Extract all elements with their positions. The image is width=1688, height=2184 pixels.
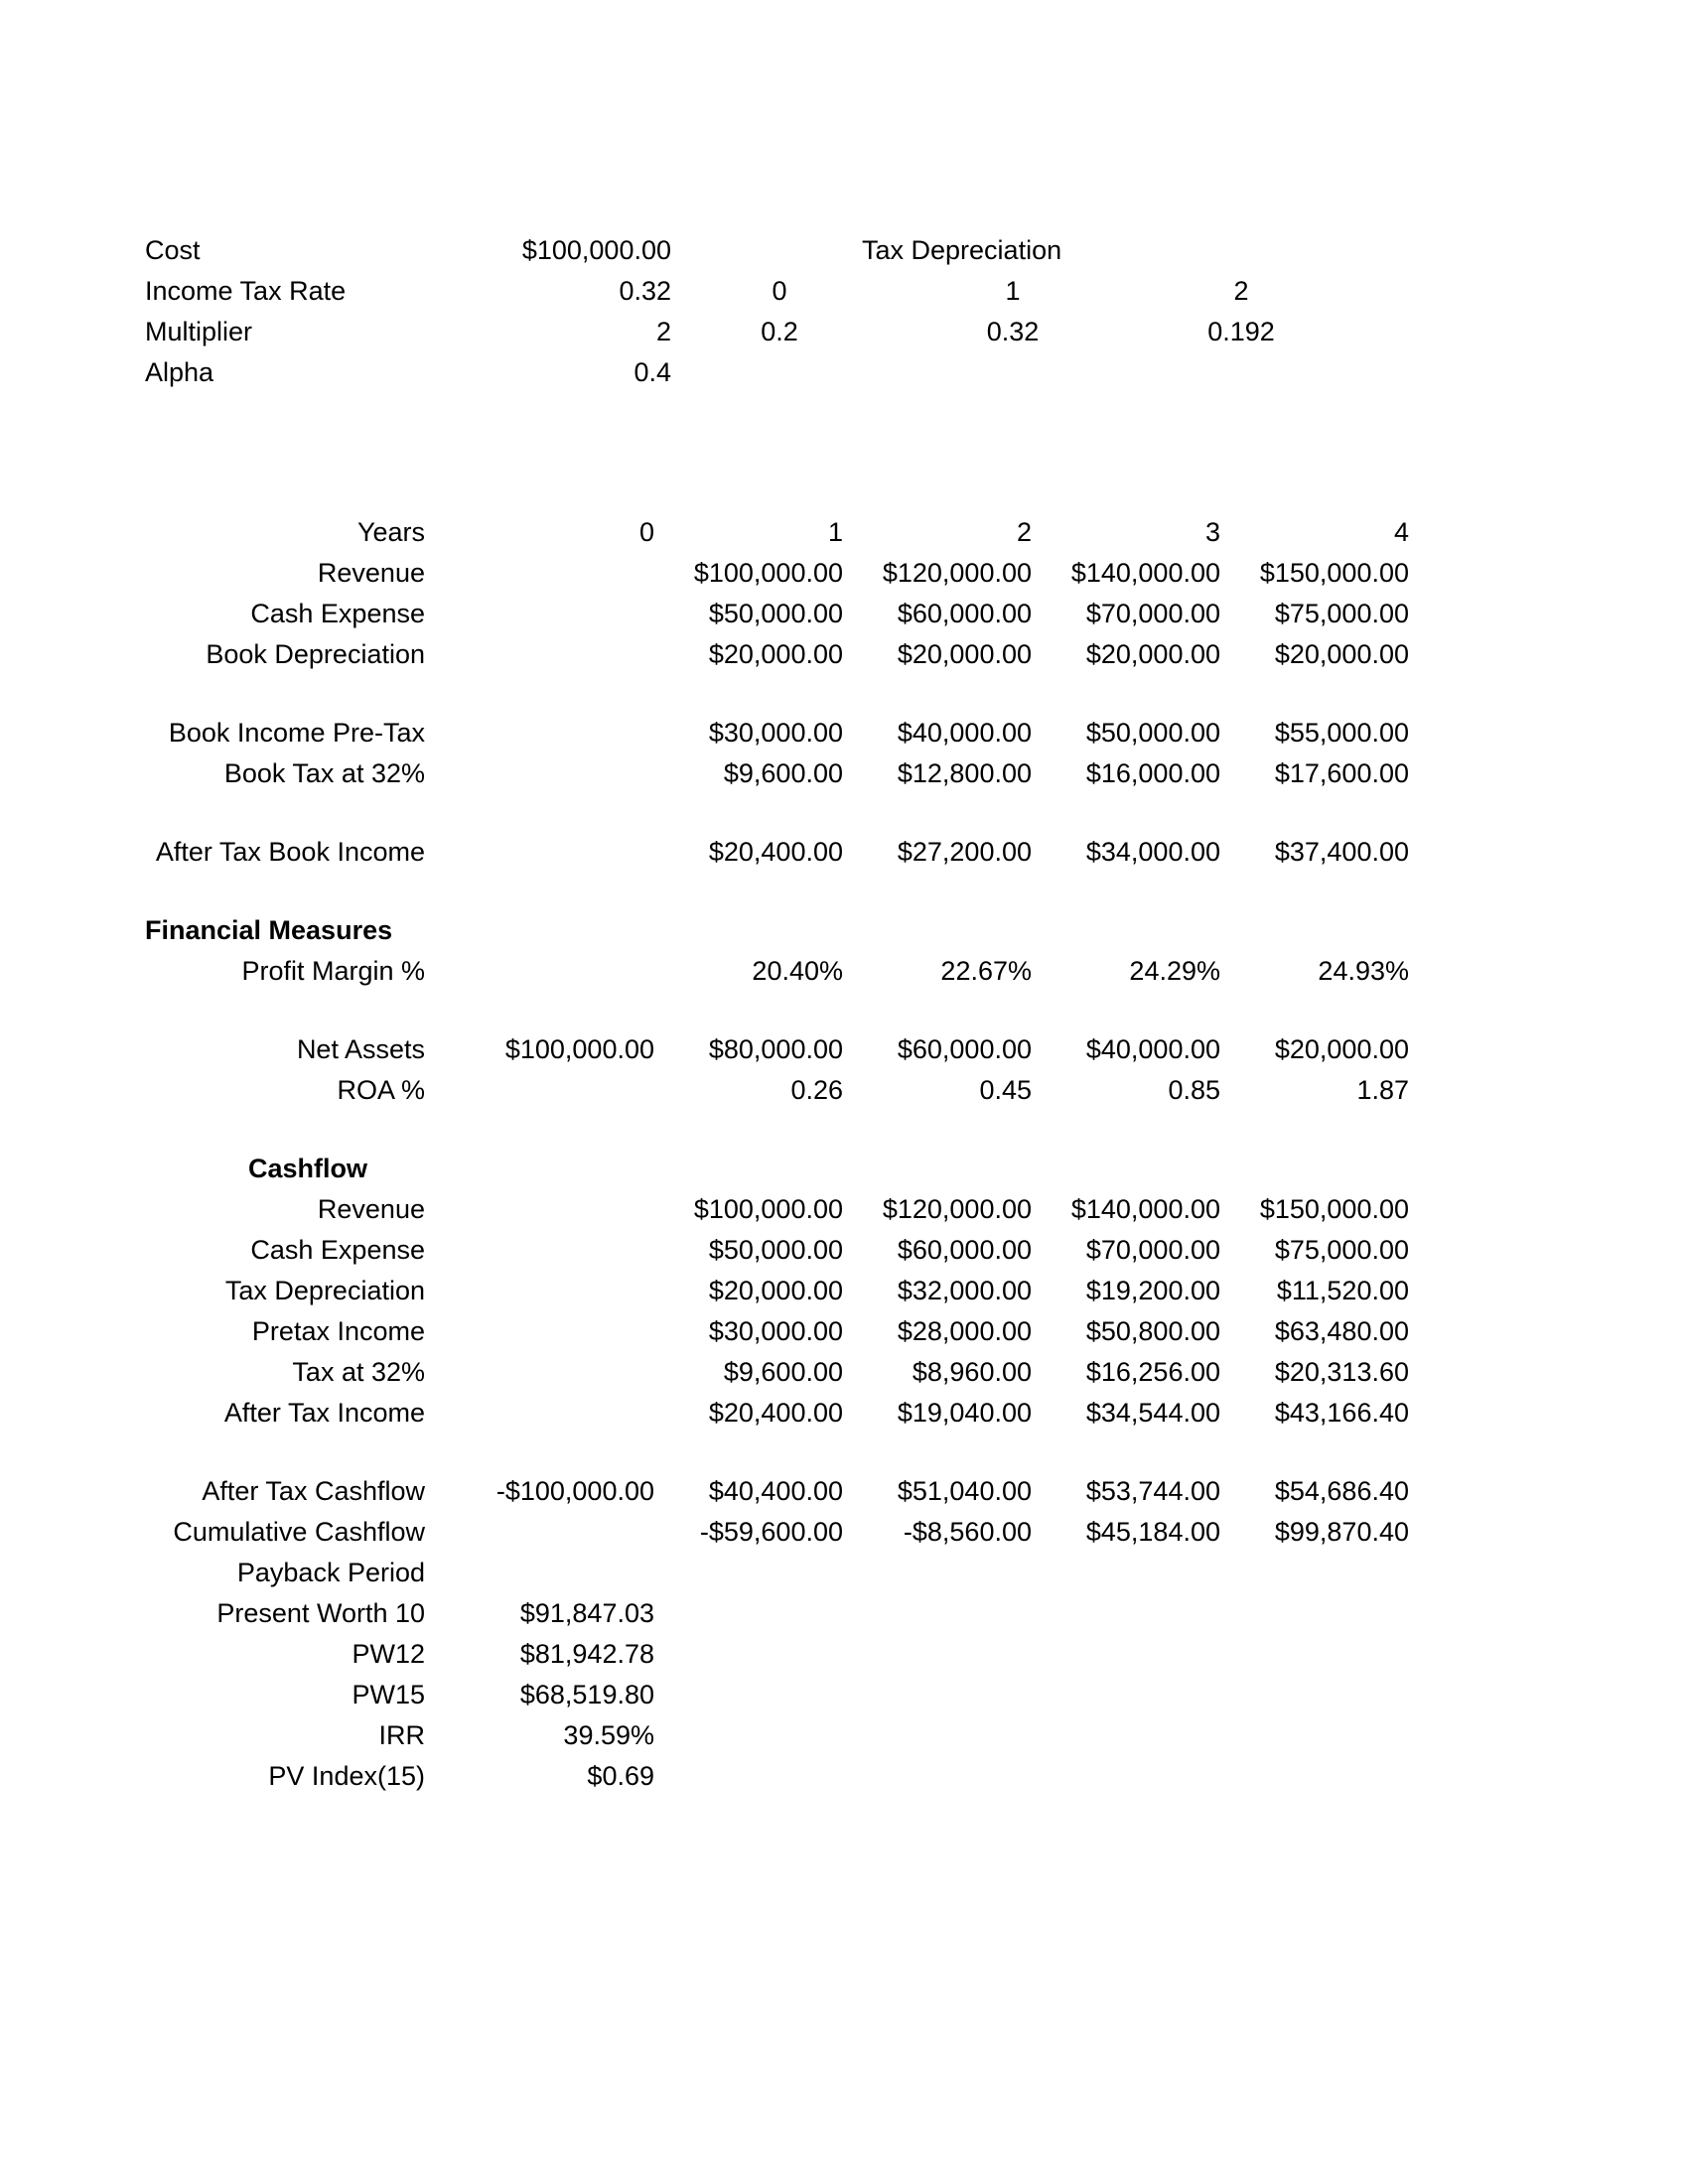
- cell-y3: $34,000.00: [1085, 837, 1220, 867]
- row-label: After Tax Book Income: [155, 837, 425, 867]
- cell-y4: $150,000.00: [1259, 558, 1409, 588]
- cell-y3: $20,000.00: [1085, 639, 1220, 669]
- summary-value-pv-index: $0.69: [587, 1761, 654, 1791]
- summary-value-pw12: $81,942.78: [519, 1639, 654, 1669]
- cell-y4: $20,000.00: [1274, 639, 1409, 669]
- table-row-cumulative-cashflow: [0, 1512, 1688, 1553]
- cell-y2: $20,000.00: [897, 639, 1032, 669]
- summary-value-pw15: $68,519.80: [519, 1680, 654, 1709]
- cell-y2: $8,960.00: [912, 1357, 1032, 1387]
- cell-y1: $20,400.00: [708, 837, 843, 867]
- cell-y4: $20,313.60: [1274, 1357, 1409, 1387]
- cell-y1: 20.40%: [752, 956, 843, 986]
- row-label: Book Depreciation: [206, 639, 425, 669]
- cell-y2: $60,000.00: [897, 599, 1032, 628]
- cell-y3: $16,256.00: [1085, 1357, 1220, 1387]
- table-row-net-assets: [0, 1029, 1688, 1070]
- row-label: Book Income Pre-Tax: [168, 718, 425, 748]
- cell-y3: $70,000.00: [1085, 599, 1220, 628]
- cell-y4: $63,480.00: [1274, 1316, 1409, 1346]
- cell-y0: $100,000.00: [504, 1034, 654, 1064]
- table-row-cashflow-tax-depreciation: [0, 1271, 1688, 1311]
- summary-label-irr: IRR: [378, 1720, 425, 1750]
- row-label: Net Assets: [296, 1034, 425, 1064]
- cell-y1: $30,000.00: [708, 1316, 843, 1346]
- cell-y1: $50,000.00: [708, 1235, 843, 1265]
- cell-y1: $100,000.00: [693, 1194, 843, 1224]
- cell-y4: 1.87: [1356, 1075, 1409, 1105]
- years-header-row: [0, 512, 1688, 553]
- cell-y0: -$100,000.00: [495, 1476, 654, 1506]
- cell-y4: 24.93%: [1318, 956, 1409, 986]
- years-header-1: 1: [827, 517, 843, 547]
- cell-y4: $99,870.40: [1274, 1517, 1409, 1547]
- cell-y2: 0.45: [979, 1075, 1032, 1105]
- row-label: ROA %: [337, 1075, 425, 1105]
- cell-y4: $11,520.00: [1276, 1276, 1409, 1305]
- table-row-cash-expense: [0, 594, 1688, 634]
- cell-y2: 22.67%: [940, 956, 1032, 986]
- table-row-cashflow-cash-expense: [0, 1230, 1688, 1271]
- row-label: Profit Margin %: [241, 956, 425, 986]
- cell-y1: 0.26: [790, 1075, 843, 1105]
- cell-y3: $34,544.00: [1085, 1398, 1220, 1428]
- row-label: Cumulative Cashflow: [173, 1517, 425, 1547]
- tax-depreciation-rate-0: 0.2: [761, 317, 798, 346]
- param-label-income-tax-rate: Income Tax Rate: [145, 276, 347, 306]
- cell-y3: 24.29%: [1129, 956, 1220, 986]
- table-row-book-depreciation: [0, 634, 1688, 675]
- cell-y1: $20,000.00: [708, 1276, 843, 1305]
- cell-y1: $9,600.00: [723, 1357, 843, 1387]
- cell-y4: $55,000.00: [1274, 718, 1409, 748]
- cell-y4: $150,000.00: [1259, 1194, 1409, 1224]
- row-label: After Tax Income: [223, 1398, 425, 1428]
- summary-value-present-worth-10: $91,847.03: [519, 1598, 654, 1628]
- tax-depreciation-period-0: 0: [772, 276, 787, 306]
- summary-label-pw12: PW12: [352, 1639, 425, 1669]
- row-label: After Tax Cashflow: [202, 1476, 425, 1506]
- row-label: Cash Expense: [250, 599, 425, 628]
- cell-y1: $20,000.00: [708, 639, 843, 669]
- cell-y3: $53,744.00: [1085, 1476, 1220, 1506]
- tax-depreciation-rate-1: 0.32: [986, 317, 1040, 346]
- table-row-book-tax: [0, 753, 1688, 794]
- table-row-cashflow-revenue: [0, 1189, 1688, 1230]
- cell-y2: $120,000.00: [882, 558, 1032, 588]
- summary-label-pv-index: PV Index(15): [268, 1761, 425, 1791]
- cell-y2: $120,000.00: [882, 1194, 1032, 1224]
- cell-y4: $37,400.00: [1274, 837, 1409, 867]
- cell-y2: $19,040.00: [897, 1398, 1032, 1428]
- cell-y2: $28,000.00: [897, 1316, 1032, 1346]
- cell-y4: $54,686.40: [1274, 1476, 1409, 1506]
- cell-y3: $45,184.00: [1085, 1517, 1220, 1547]
- summary-label-payback-period: Payback Period: [236, 1558, 425, 1587]
- cell-y1: $80,000.00: [708, 1034, 843, 1064]
- cell-y2: -$8,560.00: [903, 1517, 1032, 1547]
- years-header-0: 0: [638, 517, 654, 547]
- param-label-multiplier: Multiplier: [145, 317, 253, 346]
- row-label: Tax Depreciation: [224, 1276, 425, 1305]
- cell-y4: $43,166.40: [1274, 1398, 1409, 1428]
- param-value-income-tax-rate: 0.32: [619, 276, 671, 306]
- table-row-tax-at-32: [0, 1352, 1688, 1393]
- row-label: Tax at 32%: [292, 1357, 425, 1387]
- cell-y3: $140,000.00: [1070, 1194, 1220, 1224]
- param-value-cost: $100,000.00: [521, 235, 671, 265]
- cell-y2: $40,000.00: [897, 718, 1032, 748]
- summary-label-present-worth-10: Present Worth 10: [216, 1598, 425, 1628]
- cell-y1: $30,000.00: [708, 718, 843, 748]
- tax-depreciation-title: Tax Depreciation: [862, 235, 1062, 265]
- table-row-roa: [0, 1070, 1688, 1111]
- years-header-3: 3: [1204, 517, 1220, 547]
- row-label: Book Tax at 32%: [223, 758, 425, 788]
- years-header-2: 2: [1016, 517, 1032, 547]
- cell-y2: $60,000.00: [897, 1034, 1032, 1064]
- financial-measures-heading-row: [0, 910, 1688, 951]
- row-label: Cash Expense: [250, 1235, 425, 1265]
- cell-y2: $60,000.00: [897, 1235, 1032, 1265]
- cell-y3: $19,200.00: [1085, 1276, 1220, 1305]
- cashflow-heading-row: [0, 1149, 1688, 1189]
- cell-y4: $20,000.00: [1274, 1034, 1409, 1064]
- cell-y3: $50,000.00: [1085, 718, 1220, 748]
- cell-y2: $12,800.00: [897, 758, 1032, 788]
- tax-depreciation-rate-2: 0.192: [1207, 317, 1275, 346]
- param-value-multiplier: 2: [655, 317, 671, 346]
- cell-y3: $40,000.00: [1085, 1034, 1220, 1064]
- financial-measures-title: Financial Measures: [145, 915, 393, 945]
- table-row-revenue: [0, 553, 1688, 594]
- param-label-alpha: Alpha: [145, 357, 214, 387]
- cell-y2: $51,040.00: [897, 1476, 1032, 1506]
- row-label: Revenue: [317, 1194, 425, 1224]
- table-row-pretax-income: [0, 1311, 1688, 1352]
- cell-y4: $17,600.00: [1274, 758, 1409, 788]
- row-label: Pretax Income: [251, 1316, 425, 1346]
- table-row-book-income-pretax: [0, 713, 1688, 753]
- tax-depreciation-period-1: 1: [1005, 276, 1021, 306]
- table-row-profit-margin: [0, 951, 1688, 992]
- years-header-4: 4: [1393, 517, 1409, 547]
- cell-y2: $32,000.00: [897, 1276, 1032, 1305]
- cell-y3: $16,000.00: [1085, 758, 1220, 788]
- cashflow-title: Cashflow: [248, 1154, 368, 1183]
- cell-y2: $27,200.00: [897, 837, 1032, 867]
- summary-value-irr: 39.59%: [563, 1720, 654, 1750]
- cell-y4: $75,000.00: [1274, 599, 1409, 628]
- param-value-alpha: 0.4: [633, 357, 671, 387]
- cell-y1: $50,000.00: [708, 599, 843, 628]
- tax-depreciation-period-2: 2: [1233, 276, 1249, 306]
- cell-y4: $75,000.00: [1274, 1235, 1409, 1265]
- summary-label-pw15: PW15: [352, 1680, 425, 1709]
- years-header-label: Years: [356, 517, 425, 547]
- table-row-after-tax-cashflow: [0, 1471, 1688, 1512]
- cell-y1: $40,400.00: [708, 1476, 843, 1506]
- param-label-cost: Cost: [145, 235, 201, 265]
- table-row-after-tax-book-income: [0, 832, 1688, 873]
- table-row-after-tax-income: [0, 1393, 1688, 1433]
- row-label: Revenue: [317, 558, 425, 588]
- cell-y3: $50,800.00: [1085, 1316, 1220, 1346]
- cell-y1: $100,000.00: [693, 558, 843, 588]
- cell-y3: 0.85: [1168, 1075, 1220, 1105]
- cell-y1: $20,400.00: [708, 1398, 843, 1428]
- cell-y1: -$59,600.00: [699, 1517, 843, 1547]
- cell-y1: $9,600.00: [723, 758, 843, 788]
- cell-y3: $140,000.00: [1070, 558, 1220, 588]
- cell-y3: $70,000.00: [1085, 1235, 1220, 1265]
